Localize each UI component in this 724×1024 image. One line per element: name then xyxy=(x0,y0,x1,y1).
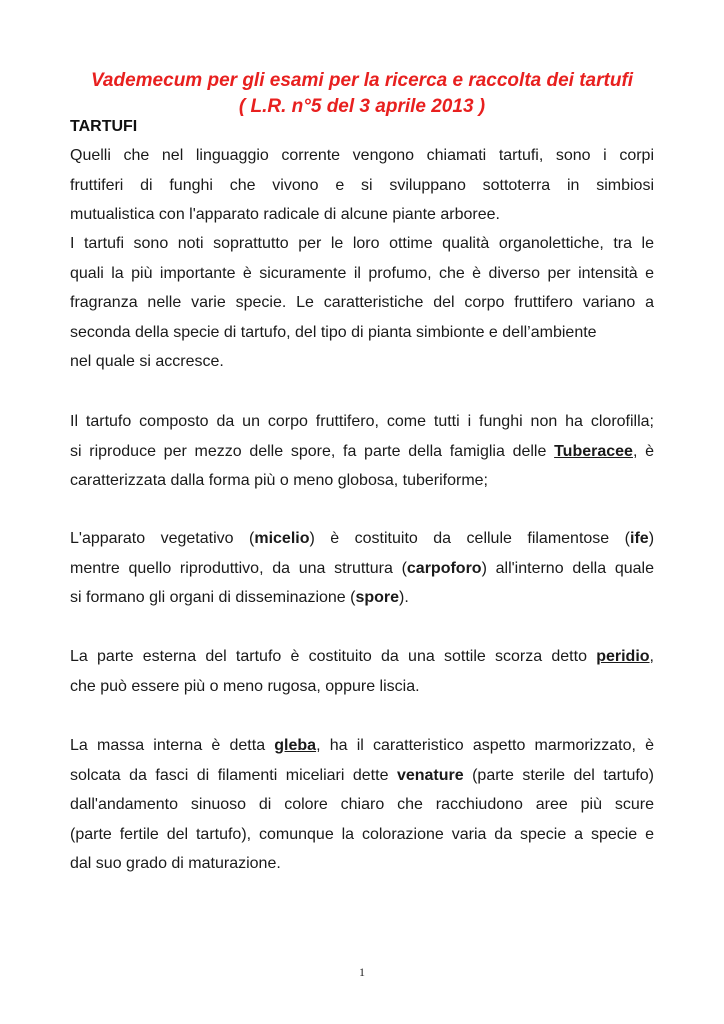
term-peridio: peridio xyxy=(596,648,650,665)
document-subtitle: ( L.R. n°5 del 3 aprile 2013 ) xyxy=(238,96,486,117)
term-spore: spore xyxy=(355,589,400,606)
paragraph-gleba xyxy=(70,731,654,879)
paragraph-line: Quelli che nel linguaggio corrente vengono chiamati tartufi, sono i corpi xyxy=(70,147,654,164)
paragraph-qualities xyxy=(70,229,654,377)
paragraph-line: si riproduce per mezzo delle spore, fa parte della famiglia delle Tuberacee, è xyxy=(70,442,655,460)
paragraph-line: quali la più importante è sicuramente il profumo, che è diverso per intensità e xyxy=(70,264,654,282)
term-venature: venature xyxy=(396,766,464,784)
paragraph-line: La massa interna è detta gleba, ha il caratteristico aspetto marmorizzato, è xyxy=(70,737,654,754)
paragraph-definition xyxy=(70,141,654,230)
paragraph-line: fragranza nelle varie specie. Le caratteristiche del corpo fruttifero variano a xyxy=(70,294,654,311)
paragraph-line: seconda della specie di tartufo, del tipo di pianta simbionte e dell’ambiente xyxy=(70,323,597,341)
page-number: 1 xyxy=(359,965,365,979)
paragraph-line: I tartufi sono noti soprattutto per le loro ottime qualità organolettiche, tra le xyxy=(70,235,654,252)
paragraph-line: Il tartufo composto da un corpo fruttifero, come tutti i funghi non ha clorofilla; xyxy=(70,413,654,430)
term-micelio: micelio xyxy=(254,530,310,547)
paragraph-line: caratterizzata dalla forma più o meno globosa, tuberiforme; xyxy=(70,472,488,489)
term-carpoforo: carpoforo xyxy=(406,559,482,577)
paragraph-structure xyxy=(70,407,654,496)
paragraph-line: fruttiferi di funghi che vivono e si sviluppano sottoterra in simbiosi xyxy=(70,176,654,194)
document-title: Vademecum per gli esami per la ricerca e raccolta dei tartufi xyxy=(90,70,634,91)
paragraph-line: si formano gli organi di disseminazione (spore). xyxy=(70,589,409,606)
paragraph-line: nel quale si accresce. xyxy=(70,353,224,370)
paragraph-line: solcata da fasci di filamenti miceliari dette venature (parte sterile del tartufo) xyxy=(70,766,655,784)
paragraph-line: La parte esterna del tartufo è costituito da una sottile scorza detto peridio, xyxy=(70,648,654,665)
paragraph-line: che può essere più o meno rugosa, oppure liscia. xyxy=(70,677,420,695)
term-tuberacee: Tuberacee xyxy=(554,442,633,460)
paragraph-line: (parte fertile del tartufo), comunque la colorazione varia da specie a specie e xyxy=(70,825,654,843)
paragraph-apparatus xyxy=(70,524,654,613)
term-ife: ife xyxy=(630,530,649,547)
term-gleba: gleba xyxy=(274,737,317,754)
paragraph-line: mutualistica con l'apparato radicale di alcune piante arboree. xyxy=(70,206,500,223)
paragraph-line: dal suo grado di maturazione. xyxy=(70,855,281,872)
paragraph-line: L'apparato vegetativo (micelio) è costituito da cellule filamentose (ife) xyxy=(70,530,655,547)
section-heading: TARTUFI xyxy=(70,118,138,135)
paragraph-peridio xyxy=(70,642,654,701)
paragraph-line: dall'andamento sinuoso di colore chiaro che racchiudono aree più scure xyxy=(70,796,654,813)
paragraph-line: mentre quello riproduttivo, da una struttura (carpoforo) all'interno della quale xyxy=(70,559,654,577)
